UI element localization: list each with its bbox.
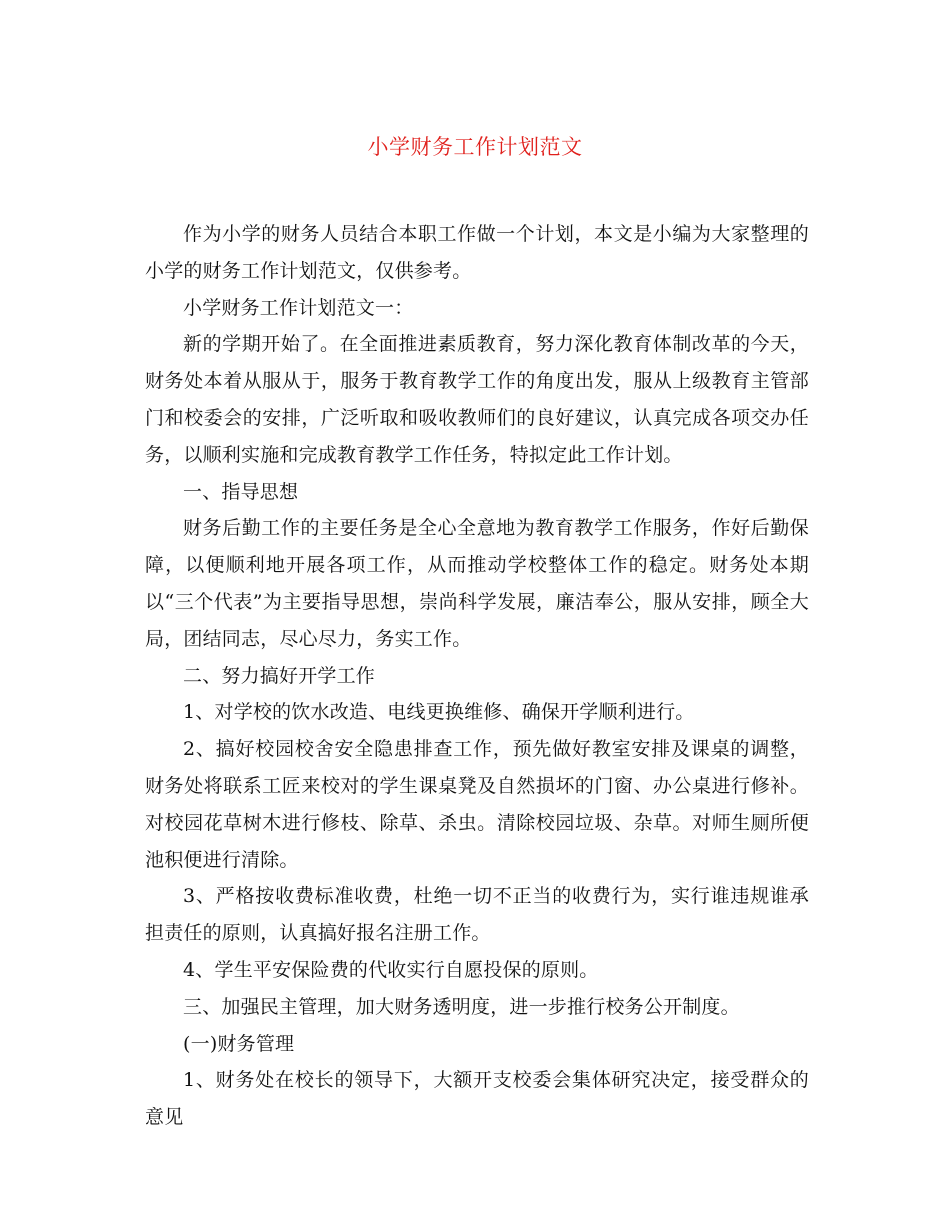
paragraph-guiding-ideology: 财务后勤工作的主要任务是全心全意地为教育教学工作服务，作好后勤保障，以便顺利地开展各项工作，从而推动学校整体工作的稳定。财务处本期以“三个代表”为主要指导思想，崇尚科学发展，廉洁奉公，服从安排，顾全大局，团结同志，尽心尽力，务实工作。	[145, 517, 809, 650]
document-body	[145, 216, 809, 1136]
heading-school-opening-work: 二、努力搞好开学工作	[183, 664, 376, 687]
heading-guiding-ideology: 一、指导思想	[183, 480, 299, 503]
list-item-2: 2、搞好校园校舍安全隐患排查工作，预先做好教室安排及课桌的调整，财务处将联系工匠来校对的学生课桌凳及自然损坏的门窗、办公桌进行修补。对校园花草树木进行修枝、除草、杀虫。清除校园垃圾、杂草。对师生厕所便池积便进行清除。	[145, 738, 809, 871]
heading-democratic-management: 三、加强民主管理，加大财务透明度，进一步推行校务公开制度。	[183, 995, 740, 1018]
list-item-4: 4、学生平安保险费的代收实行自愿投保的原则。	[183, 958, 599, 981]
document-title: 小学财务工作计划范文	[367, 135, 583, 159]
list-item-financial-1: 1、财务处在校长的领导下，大额开支校委会集体研究决定，接受群众的意见	[145, 1069, 809, 1129]
list-item-1: 1、对学校的饮水改造、电线更换维修、确保开学顺利进行。	[183, 701, 695, 724]
paragraph-intro: 作为小学的财务人员结合本职工作做一个计划，本文是小编为大家整理的小学的财务工作计划范文，仅供参考。	[145, 223, 809, 282]
list-item-3: 3、严格按收费标准收费，杜绝一切不正当的收费行为，实行谁违规谁承担责任的原则，认真搞好报名注册工作。	[145, 885, 809, 945]
paragraph-opening: 新的学期开始了。在全面推进素质教育，努力深化教育体制改革的今天，财务处本着从服从于，服务于教育教学工作的角度出发，服从上级教育主管部门和校委会的安排，广泛听取和吸收教师们的良好建议，认真完成各项交办任务，以顺利实施和完成教育教学工作任务，特拟定此工作计划。	[145, 333, 809, 466]
subheading-financial-management: (一)财务管理	[183, 1032, 295, 1055]
paragraph-section-title: 小学财务工作计划范文一：	[183, 296, 414, 319]
